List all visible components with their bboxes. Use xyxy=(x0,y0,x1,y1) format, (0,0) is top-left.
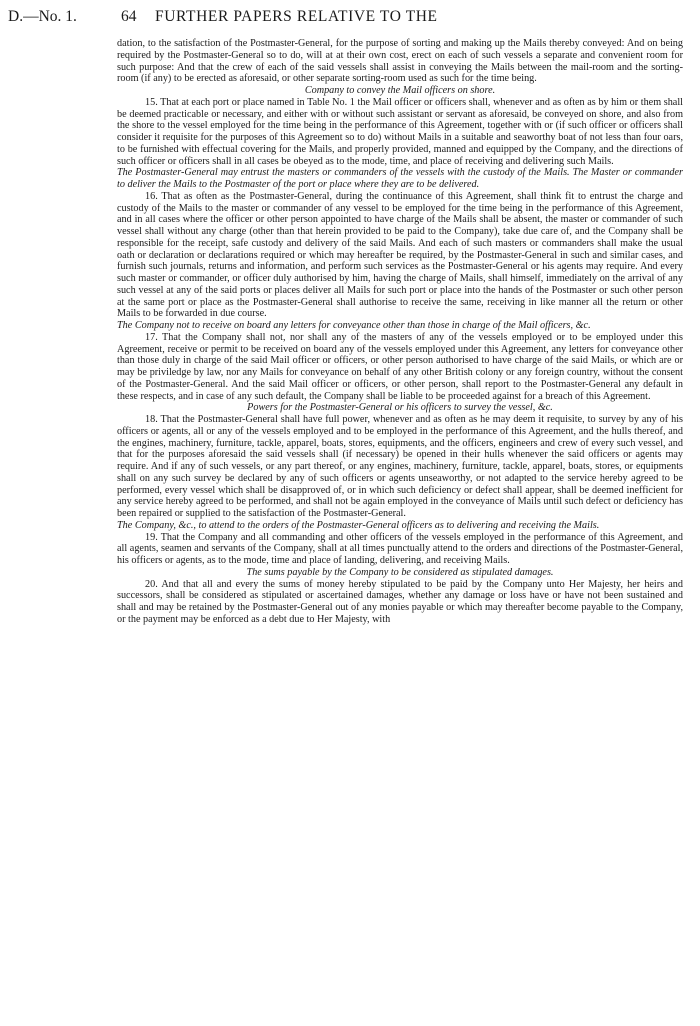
paragraph-continuation: dation, to the satisfaction of the Postmaster-General, for the purpose of sorting and making up the Mails thereby conveyed: And on being required by the Postmaster-General so to do, will at at their own cost, erect on each of such vessels a separate and convenient room for such purpose: And that the crew of each of the said vessels shall assist in conveying the Mails between the mail-room and the sorting-room (if any) to be erected as aforesaid, or other separate sorting-room used as such for the time being. xyxy=(117,38,683,85)
clause-20: 20. And that all and every the sums of money hereby stipulated to be paid by the Company unto Her Majesty, her heirs and successors, shall be considered as stipulated or ascertained damages, whether any damage or loss have or have not been sustained and shall and may be retained by the Postmaster-General out of any monies payable or which may thereafter become payable to the Company, or the payment may be enforced as a debt due to Her Majesty, with xyxy=(117,578,683,625)
page-number: 64 xyxy=(121,8,137,25)
page-header xyxy=(8,8,692,34)
clause-18: 18. That the Postmaster-General shall have full power, whenever and as often as he may deem it requisite, to survey by any of his officers or agents, all or any of the vessels employed and to be employed in the performance of this Agreement, and the hulls thereof, and the engines, machinery, furniture, tackle, apparel, boats, stores, equipments, and the officers, engineers and crew of every such vessel, and that for the purposes aforesaid the said vessels shall (if necessary) be opened in their hulls whenever the said officers or agents may require. And if any of such vessels, or any part thereof, or any engines, machinery, furniture, tackle, apparel, boats, stores, or equipments shall on any such survey be declared by any of such officers or agents unseaworthy, or not adapted to the service hereby agreed to be performed, every vessel which shall be disapproved of, or in which such deficiency or defect shall appear, shall be deemed inefficient for any service hereby agreed to be performed, and shall not be again employed in the conveyance of Mails until such defect or deficiency has been repaired or supplied to the satisfaction of the Postmaster-General. xyxy=(117,414,683,519)
clause-16: 16. That as often as the Postmaster-General, during the continuance of this Agreement, shall think fit to entrust the charge and custody of the Mails to the master or commander of any vessel to be employed for the time being in the performance of this Agreement, and in all cases where the officer or other person appointed to have charge of the Mails shall be absent, the master or commander of such vessel shall without any charge (other than that herein provided to be paid to the Company), take due care of, and the Company shall be responsible for the receipt, safe custody and delivery of the said Mails. And each of such masters or commanders shall make the usual oath or declaration or declarations required or which may hereafter be required, by the Postmaster-General in such and similar cases, and furnish such journals, returns and information, and perform such services as the Postmaster-General or his agents may require. And every such master or commander, or officer duly authorised by him, having the charge of Mails, shall himself, immediately on the arrival of any such vessel at any of the said ports or places deliver all Mails for such port or place into the hands of the Postmaster or such other person at the same port or place as the Postmaster-General shall authorise to receive the same, receiving in like manner all the return or other Mails to be forwarded in due course. xyxy=(117,190,683,320)
document-reference: D.—No. 1. xyxy=(8,8,77,25)
marginal-heading: Powers for the Postmaster-General or his officers to survey the vessel, &c. xyxy=(247,402,553,414)
clause-15: 15. That at each port or place named in Table No. 1 the Mail officer or officers shall, whenever and as often as by him or them shall be deemed practicable or necessary, and either with or without such assistant or servant as aforesaid, be conveyed on shore, and also from the shore to the vessel employed for the time being in the performance of this Agreement, together with or (if such officer or officers shall consider it requisite for the purposes of this Agreement so to do) without Mails in a suitable and seaworthy boat of not less than four oars, to be furnished with effectual covering for the Mails, and properly provided, manned and equipped by the Company, and the directions of such officer or officers shall in all cases be obeyed as to the mode, time, and place of receiving and delivering such Mails. xyxy=(117,96,683,167)
running-title: FURTHER PAPERS RELATIVE TO THE xyxy=(155,8,438,25)
marginal-heading: The Postmaster-General may entrust the masters or commanders of the vessels with the custody of the Mails. The Master or commander to deliver the Mails to the Postmaster of the port or place where they are to be delivered. xyxy=(117,167,683,190)
marginal-heading: Company to convey the Mail officers on shore. xyxy=(304,85,496,96)
clause-19: 19. That the Company and all commanding and other officers of the vessels employed in the performance of this Agreement, and all agents, seamen and servants of the Company, shall at all times punctually attend to the orders and directions of the Postmaster-General, his officers or agents, as to the mode, time and place of landing, delivering, and receiving Mails. xyxy=(117,531,683,566)
marginal-heading: The Company not to receive on board any letters for conveyance other than those in charge of the Mail officers, &c. xyxy=(117,320,591,331)
document-body xyxy=(117,38,683,626)
marginal-heading: The Company, &c., to attend to the orders of the Postmaster-General officers as to delivering and receiving the Mails. xyxy=(117,519,600,531)
marginal-heading: The sums payable by the Company to be considered as stipulated damages. xyxy=(246,566,554,578)
clause-17: 17. That the Company shall not, nor shall any of the masters of any of the vessels employed or to be employed under this Agreement, receive or permit to be received on board any of the vessels employed under this Agreement, any letters for conveyance other than those duly in charge of the said Mail officer or officers, or other person authorised to have charge of the said Mails, or which are or may be priviledge by law, nor any Mails for conveyance on behalf of any other British colony or any foreign country, without the consent of the Postmaster-General. And the said Mail officer or officers, or other person, shall report to the Postmaster-General any default in these respects, and in case of any such default, the Company shall be liable to be proceeded against for a breach of this Agreement. xyxy=(117,331,683,402)
